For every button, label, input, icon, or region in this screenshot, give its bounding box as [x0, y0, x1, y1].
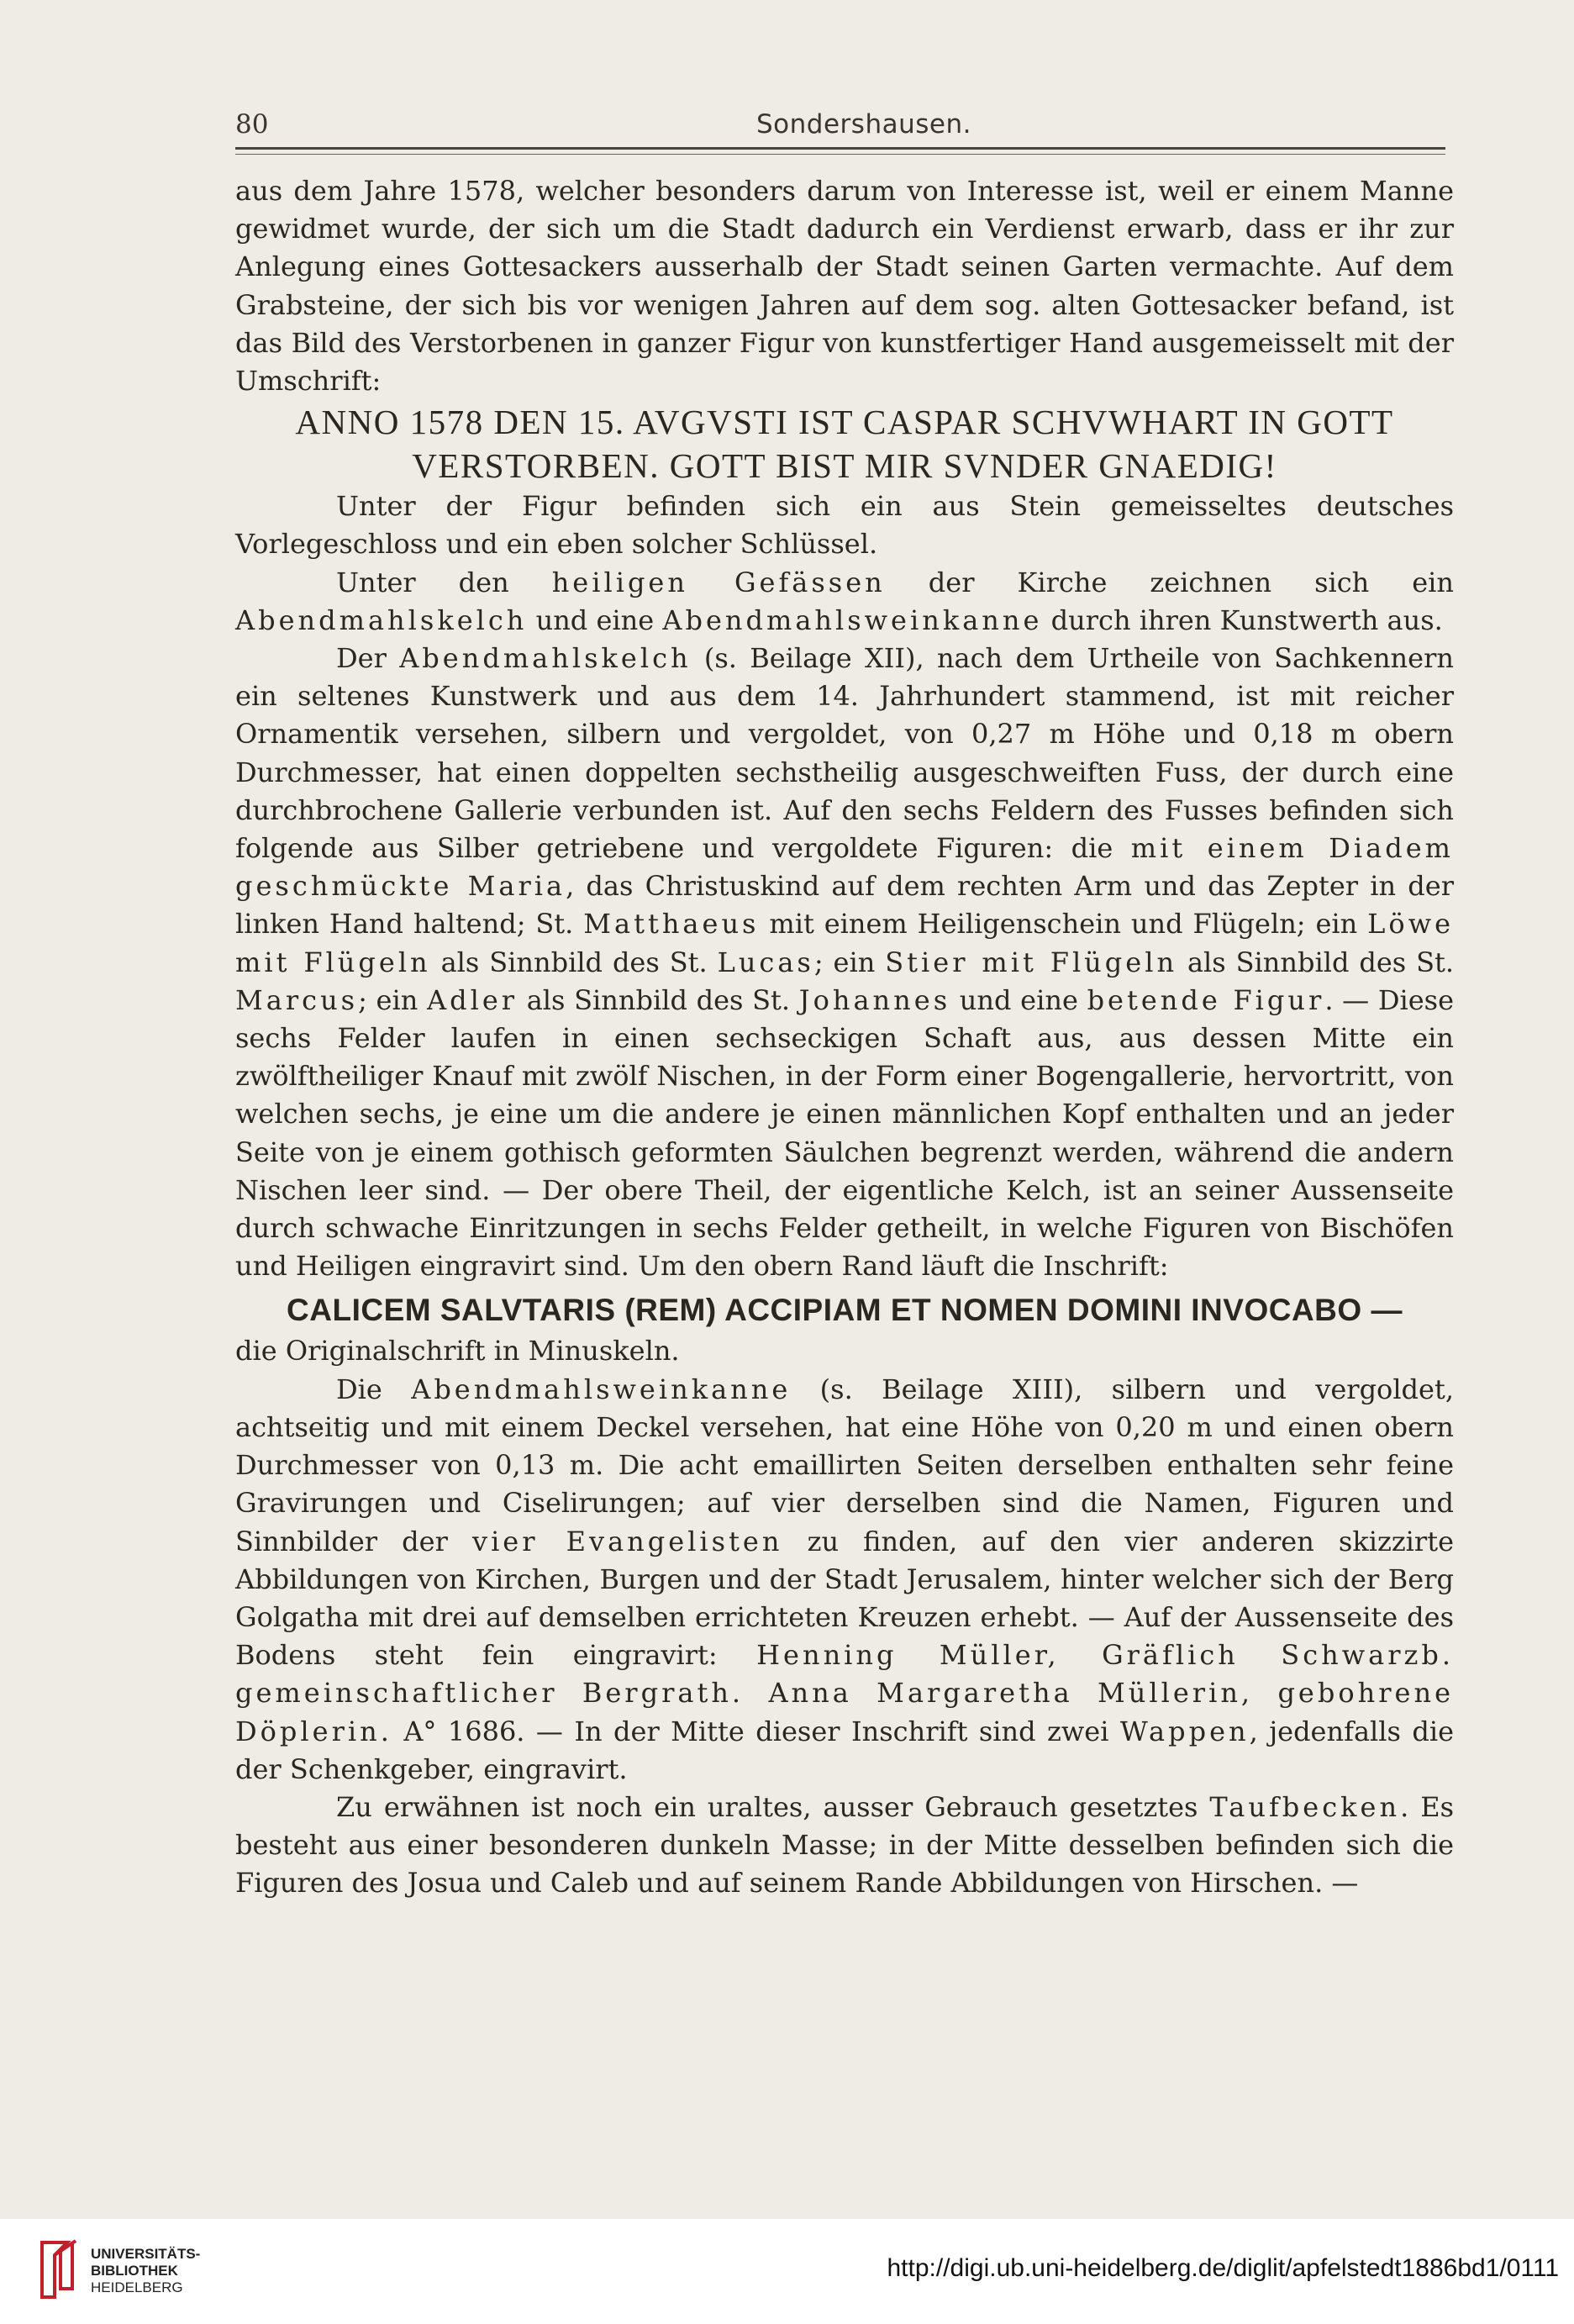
header-rule-thick [235, 147, 1445, 150]
source-url-link[interactable]: http://digi.ub.uni-heidelberg.de/diglit/apfelstedt1886bd1/0111 [887, 2254, 1559, 2282]
paragraph: Unter den heiligen Gefässen der Kirche zeichnen sich ein Abendmahlskelch und eine Abendmahlsweinkanne durch ihren Kunstwerth aus. [235, 566, 1455, 636]
inscription-line: VERSTORBEN. GOTT BIST MIR SVNDER GNAEDIG! [412, 446, 1277, 486]
library-logo[interactable] [34, 2234, 84, 2306]
page-number: 80 [235, 109, 269, 140]
footer [0, 2219, 1574, 2324]
chalice-inscription: CALICEM SALVTARIS (REM) ACCIPIAM ET NOMEN DOMINI INVOCABO — [287, 1293, 1403, 1328]
paragraph: Zu erwähnen ist noch ein uraltes, ausser Gebrauch gesetztes Taufbecken. Es besteht aus einer besonderen dunkeln Masse; in der Mitte desselben befinden sich die Figuren des Josua und Caleb und auf seinem Rande Abbildungen von Hirschen. — [235, 1790, 1455, 1900]
page-header [235, 109, 1448, 151]
grave-inscription [235, 400, 1454, 487]
body-text [235, 172, 1454, 1903]
inscription-line: ANNO 1578 DEN 15. AVGVSTI IST CASPAR SCHVWHART IN GOTT [295, 403, 1394, 442]
paragraph: die Originalschrift in Minuskeln. [235, 1335, 680, 1368]
paragraph: Der Abendmahlskelch (s. Beilage XII), nach dem Urtheile von Sachkennern ein seltenes Kunstwerk und aus dem 14. Jahrhundert stammend, ist mit reicher Ornamentik versehen, silbern und vergoldet, von 0,27 m Höhe und 0,18 m obern Durchmesser, hat einen doppelten sechstheilig ausgeschweiften Fuss, der durch eine durchbrochene Gallerie verbunden ist. Auf den sechs Feldern des Fusses befinden sich folgende aus Silber getriebene und vergoldete Figuren: die mit einem Diadem geschmückte Maria, das Christuskind auf dem rechten Arm und das Zepter in der linken Hand haltend; St. Matthaeus mit einem Heiligenschein und Flügeln; ein Löwe mit Flügeln als Sinnbild des St. Lucas; ein Stier mit Flügeln als Sinnbild des St. Marcus; ein Adler als Sinnbild des St. Johannes und eine betende Figur. — Diese sechs Felder laufen in einen sechseckigen Schaft aus, aus dessen Mitte ein zwölftheiliger Knauf mit zwölf Nischen, in der Form einer Bogengallerie, hervortritt, von welchen sechs, je eine um die andere je einen männlichen Kopf enthalten und an jeder Seite von je einem gothisch geformten Säulchen begrenzt werden, während die andern Nischen leer sind. — Der obere Theil, der eigentliche Kelch, ist an seiner Aussenseite durch schwache Einritzungen in sechs Felder getheilt, in welche Figuren von Bischöfen und Heiligen eingravirt sind. Um den obern Rand läuft die Inschrift: [235, 642, 1455, 1283]
header-rule-thin [235, 154, 1445, 155]
library-logo-icon [34, 2234, 84, 2303]
running-title: Sondershausen. [756, 109, 971, 140]
paragraph: Die Abendmahlsweinkanne (s. Beilage XIII), silbern und vergoldet, achtseitig und mit einem Deckel versehen, hat eine Höhe von 0,20 m und einen obern Durchmesser von 0,13 m. Die acht emaillirten Seiten derselben enthalten sehr feine Gravirungen und Ciselirungen; auf vier derselben sind die Namen, Figuren und Sinnbilder der vier Evangelisten zu finden, auf den vier anderen skizzirte Abbildungen von Kirchen, Burgen und der Stadt Jerusalem, hinter welcher sich der Berg Golgatha mit drei auf demselben errichteten Kreuzen erhebt. — Auf der Aussenseite des Bodens steht fein eingravirt: Henning Müller, Gräflich Schwarzb. gemeinschaftlicher Bergrath. Anna Margaretha Müllerin, gebohrene Döplerin. A° 1686. — In der Mitte dieser Inschrift sind zwei Wappen, jedenfalls die der Schenkgeber, eingravirt. [235, 1373, 1455, 1785]
library-name: UNIVERSITÄTS- BIBLIOTHEK HEIDELBERG [91, 2246, 201, 2295]
paragraph: aus dem Jahre 1578, welcher besonders darum von Interesse ist, weil er einem Manne gewidmet wurde, der sich um die Stadt dadurch ein Verdienst erwarb, dass er ihr zur Anlegung eines Gottesackers ausserhalb der Stadt seinen Garten vermachte. Auf dem Grabsteine, der sich bis vor wenigen Jahren auf dem sog. alten Gottesacker befand, ist das Bild des Verstorbenen in ganzer Figur von kunstfertiger Hand ausgemeisselt mit der Umschrift: [235, 175, 1454, 398]
paragraph: Unter der Figur befinden sich ein aus Stein gemeisseltes deutsches Vorlegeschloss und ein eben solcher Schlüssel. [235, 490, 1454, 561]
